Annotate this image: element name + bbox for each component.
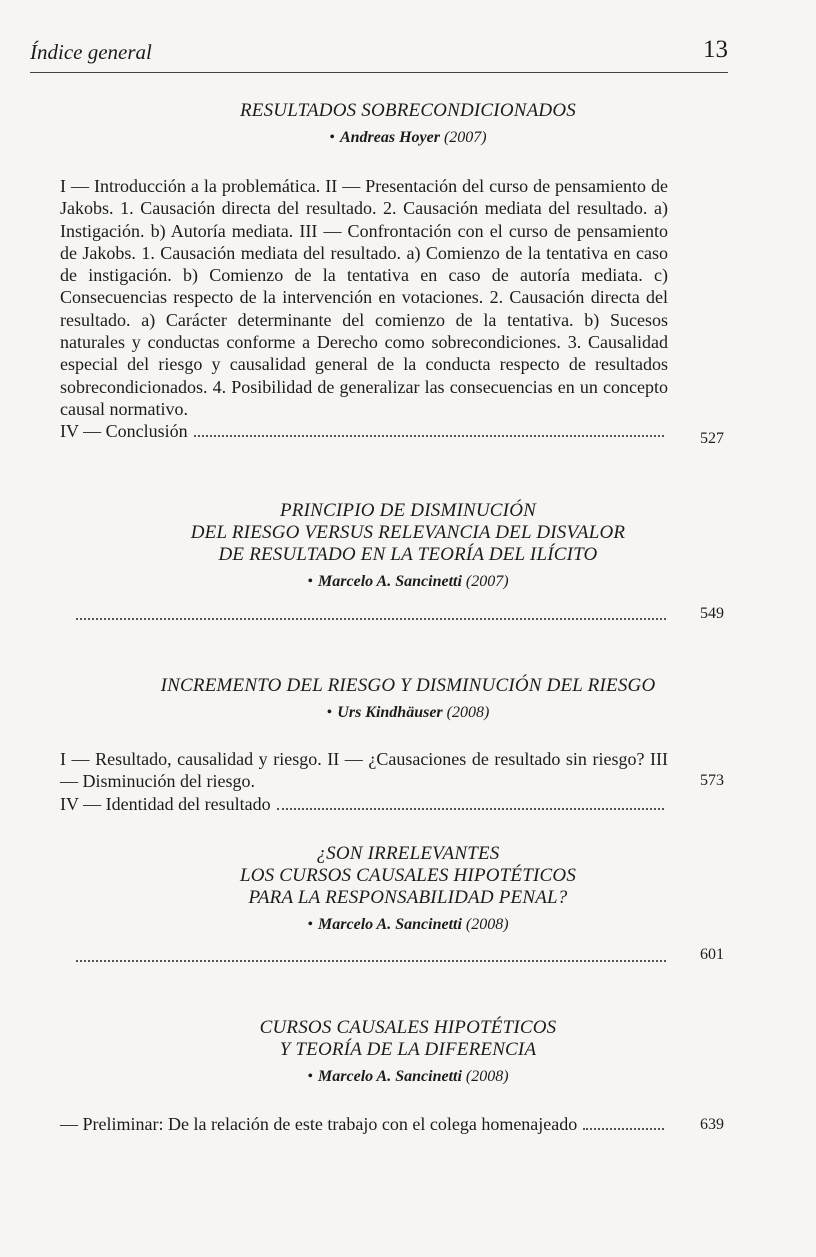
entry-author: Andreas Hoyer bbox=[339, 129, 440, 146]
bullet-icon: • bbox=[329, 129, 335, 146]
entry-summary-preliminar: — Preliminar: De la relación de este trabajo con el colega homenajeado bbox=[60, 1114, 578, 1134]
dot-leader bbox=[76, 960, 666, 962]
entry-summary-text: I — Introducción a la problemática. II — Presentación del curso de pensamiento de Jakobs. 1. Causación directa del resultado. 2. Causación mediata del resultado. a) Instigación. b) Autoría mediata. III — Confrontación con el curso de pensamiento de Jakobs. 1. Causación mediata del resultado. a) Comienzo de la tentativa en caso de instigación. b) Comienzo de la tentativa en caso de autoría mediata. c) Consecuencias respecto de la intervención en votaciones. 2. Causación directa del resultado. a) Carácter determinante del comienzo de la tentativa. b) Sucesos naturales y conductas conforme a Derecho como sobrecondiciones. 3. Causalidad especial del riesgo y causalidad general de la conducta respecto de resultados sobrecondicionados. 4. Posibilidad de generalizar las consecuencias en un concepto causal normativo. bbox=[60, 176, 668, 419]
entry-summary-conclusion: IV — Conclusión bbox=[60, 421, 188, 442]
entry-title: RESULTADOS SOBRECONDICIONADOS bbox=[240, 100, 576, 121]
entry-title: INCREMENTO DEL RIESGO Y DISMINUCIÓN DEL RIESGO bbox=[160, 675, 656, 696]
dot-leader bbox=[277, 808, 664, 810]
header-rule bbox=[30, 72, 728, 73]
entry-year: (2007) bbox=[465, 573, 509, 590]
entry-page-number: 639 bbox=[700, 1116, 724, 1133]
entry-title-line: LOS CURSOS CAUSALES HIPOTÉTICOS bbox=[239, 865, 577, 886]
entry-author-line bbox=[0, 703, 816, 723]
entry-author: Urs Kindhäuser bbox=[337, 704, 443, 721]
bullet-icon: • bbox=[326, 704, 333, 721]
entry-author-line bbox=[0, 915, 816, 935]
entry-page-number: 527 bbox=[700, 430, 724, 447]
entry-summary bbox=[60, 1113, 668, 1135]
entry-page-number: 573 bbox=[700, 772, 724, 789]
toc-entry-incremento-del-riesgo bbox=[0, 675, 816, 723]
dot-leader bbox=[194, 435, 664, 437]
entry-title-line: CURSOS CAUSALES HIPOTÉTICOS bbox=[259, 1017, 557, 1038]
entry-author-line bbox=[0, 572, 816, 592]
toc-entry-son-irrelevantes bbox=[0, 843, 816, 935]
bullet-icon: • bbox=[307, 573, 314, 590]
entry-author-line bbox=[0, 1067, 816, 1087]
toc-entry-cursos-causales-hipoteticos bbox=[0, 1017, 816, 1087]
dot-leader bbox=[583, 1128, 664, 1130]
entry-author: Marcelo A. Sancinetti bbox=[318, 573, 462, 590]
bullet-icon: • bbox=[307, 1068, 314, 1085]
entry-summary-last-line bbox=[60, 1113, 668, 1135]
entry-title-line: DE RESULTADO EN LA TEORÍA DEL ILÍCITO bbox=[218, 544, 598, 565]
entry-summary bbox=[60, 175, 668, 443]
entry-year: (2007) bbox=[443, 129, 487, 146]
entry-title-line: PARA LA RESPONSABILIDAD PENAL? bbox=[248, 887, 568, 908]
bullet-icon: • bbox=[307, 916, 314, 933]
entry-author: Marcelo A. Sancinetti bbox=[318, 1068, 462, 1085]
dot-leader bbox=[76, 618, 666, 620]
entry-title-line: PRINCIPIO DE DISMINUCIÓN bbox=[280, 500, 536, 521]
toc-entry-resultados-sobrecondicionados bbox=[0, 100, 816, 148]
entry-title-line: ¿SON IRRELEVANTES bbox=[316, 843, 500, 864]
entry-summary-last-line bbox=[60, 420, 668, 442]
entry-summary-last-line bbox=[60, 793, 668, 815]
toc-entry-principio-de-disminucion bbox=[0, 500, 816, 592]
entry-title-line: Y TEORÍA DE LA DIFERENCIA bbox=[279, 1039, 537, 1060]
entry-summary bbox=[60, 748, 668, 815]
entry-page-number: 601 bbox=[700, 946, 724, 963]
running-header-page-number: 13 bbox=[703, 36, 728, 63]
entry-page-number: 549 bbox=[700, 605, 724, 622]
entry-author-line bbox=[0, 128, 816, 148]
entry-summary-conclusion: IV — Identidad del resultado bbox=[60, 793, 271, 814]
entry-summary-text: I — Resultado, causalidad y riesgo. II — ¿Causaciones de resultado sin riesgo? III — Disminución del riesgo. bbox=[60, 749, 668, 792]
entry-year: (2008) bbox=[446, 704, 490, 721]
entry-author: Marcelo A. Sancinetti bbox=[318, 916, 462, 933]
entry-title-line: DEL RIESGO VERSUS RELEVANCIA DEL DISVALOR bbox=[190, 522, 626, 543]
running-header-title: Índice general bbox=[30, 40, 152, 64]
entry-year: (2008) bbox=[465, 916, 509, 933]
entry-year: (2008) bbox=[465, 1068, 509, 1085]
